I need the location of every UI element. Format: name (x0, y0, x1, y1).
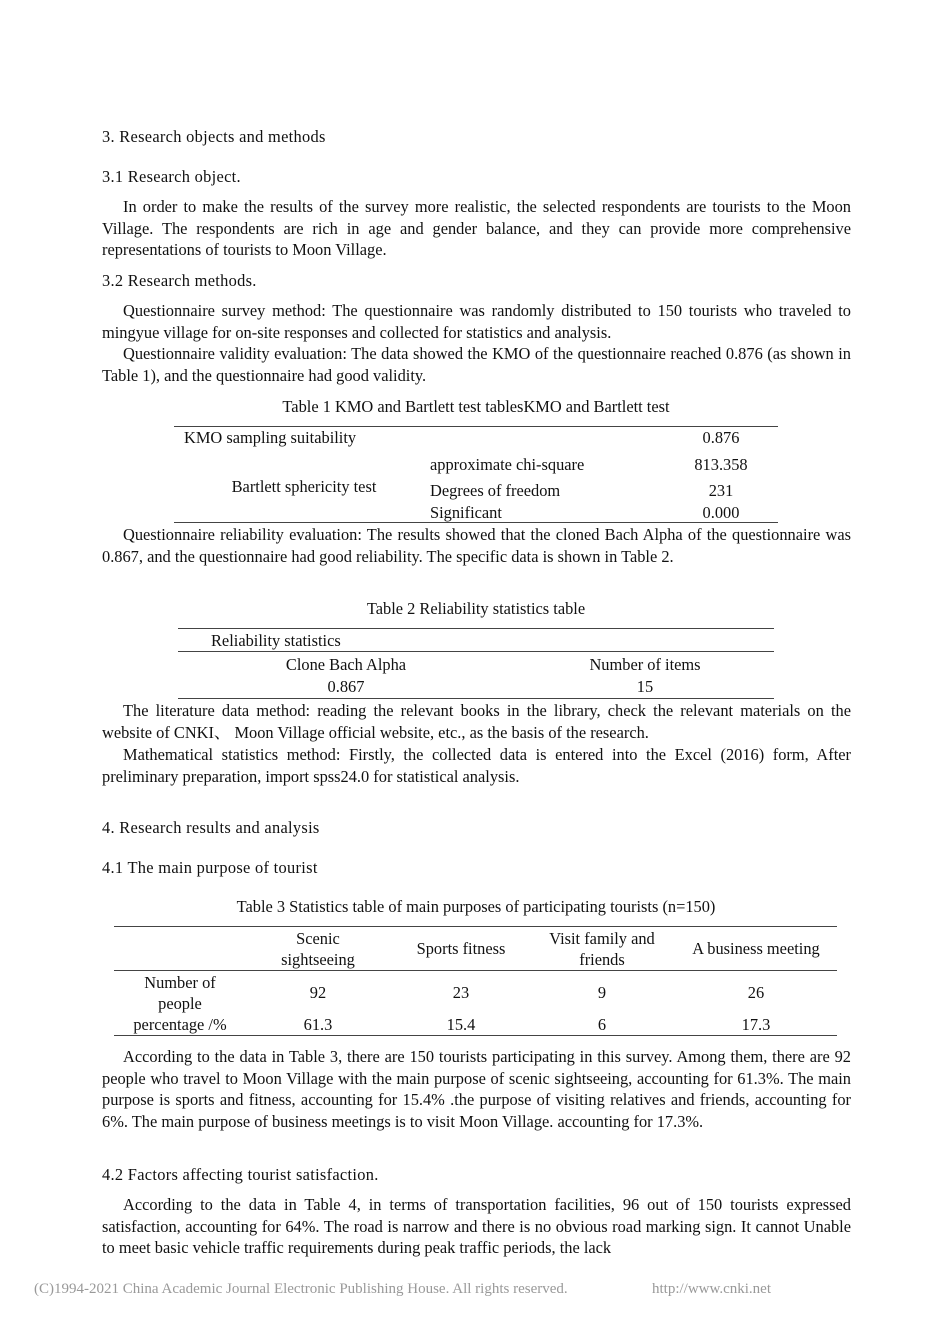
table3-cell: 15.4 (446, 1015, 476, 1034)
section-heading-3: 3. Research objects and methods (102, 127, 326, 146)
footer-url[interactable]: http://www.cnki.net (652, 1281, 772, 1297)
table3-caption: Table 3 Statistics table of main purposes of participating tourists (n=150) (236, 897, 716, 916)
paragraph-table3-analysis: According to the data in Table 3, there are 150 tourists participating in this survey. Among them, there are 92 people who travel to Moon Village with the main purpose of scenic sightseeing, accounting for 61.3%. The main purpose is sports and fitness, accounting for 15.4% .the purpose of visiting relatives and friends, accounting for 6%. The main purpose of business meetings is to visit Moon Village. accounting for 17.3%. (102, 1047, 851, 1131)
table3-mid-rule (114, 970, 837, 971)
table3-header: A business meeting (692, 939, 820, 958)
table1-kmo-value: 0.876 (702, 428, 740, 447)
table3-cell: 23 (452, 983, 470, 1002)
table1-row-label: Significant (430, 503, 502, 522)
table3-cell: 6 (597, 1015, 607, 1034)
table2-bottom-rule (178, 698, 774, 699)
paragraph-literature: The literature data method: reading the relevant books in the library, check the relevant materials on the website of CNKI、 Moon Village official website, etc., as the basis of the research. (102, 701, 851, 742)
table2-mid-rule (178, 651, 774, 652)
table2-value: 15 (636, 677, 654, 696)
table2-top-rule (178, 628, 774, 629)
table3-row-label: percentage /% (133, 1015, 227, 1034)
table2-header: Clone Bach Alpha (285, 655, 407, 674)
table1-top-rule (174, 426, 778, 427)
table2-group-label: Reliability statistics (211, 631, 341, 650)
table3-cell: 92 (309, 983, 327, 1002)
table1-bartlett-label: Bartlett sphericity test (231, 477, 377, 496)
subsection-heading-3-1: 3.1 Research object. (102, 167, 241, 186)
table1-row-label: approximate chi-square (430, 455, 585, 474)
table2-header: Number of items (589, 655, 701, 674)
paragraph-research-object: In order to make the results of the survey more realistic, the selected respondents are tourists to the Moon Village. The respondents are rich in age and gender balance, and they can provide more comprehensive representations of tourists to Moon Village. (102, 197, 851, 260)
table1-row-value: 231 (708, 481, 734, 500)
paragraph-statistics: Mathematical statistics method: Firstly, the collected data is entered into the Excel (2016) form, After preliminary preparation, import spss24.0 for statistical analysis. (102, 745, 851, 786)
footer-copyright: (C)1994-2021 China Academic Journal Electronic Publishing House. All rights reserved. (34, 1281, 568, 1297)
table3-header: Scenic sightseeing (281, 929, 355, 969)
table3-row-label: Number of people (144, 973, 216, 1013)
table1-row-value: 0.000 (702, 503, 740, 522)
table3-header: Visit family and friends (549, 929, 655, 969)
table3-cell: 61.3 (303, 1015, 333, 1034)
table1-kmo-label: KMO sampling suitability (184, 428, 357, 447)
subsection-heading-3-2: 3.2 Research methods. (102, 271, 257, 290)
paragraph-satisfaction: According to the data in Table 4, in terms of transportation facilities, 96 out of 150 tourists expressed satisfaction, accounting for 64%. The road is narrow and there is no obvious road marking sign. It cannot Unable to meet basic vehicle traffic requirements during peak traffic periods, the lack (102, 1195, 851, 1258)
table1-row-label: Degrees of freedom (430, 481, 561, 500)
table3-cell: 26 (747, 983, 765, 1002)
table3-bottom-rule (114, 1035, 837, 1036)
section-heading-4: 4. Research results and analysis (102, 818, 320, 837)
table2-caption: Table 2 Reliability statistics table (366, 599, 586, 618)
table3-top-rule (114, 926, 837, 927)
table2-value: 0.867 (327, 677, 365, 696)
paragraph-survey-method: Questionnaire survey method: The questionnaire was randomly distributed to 150 tourists who traveled to mingyue village for on-site responses and collected for statistics and analysis. (102, 301, 851, 342)
paragraph-reliability: Questionnaire reliability evaluation: The results showed that the cloned Bach Alpha of the questionnaire was 0.867, and the questionnaire had good reliability. The specific data is shown in Table 2. (102, 525, 851, 566)
table3-header: Sports fitness (416, 939, 506, 958)
subsection-heading-4-2: 4.2 Factors affecting tourist satisfaction. (102, 1165, 379, 1184)
subsection-heading-4-1: 4.1 The main purpose of tourist (102, 858, 318, 877)
paragraph-validity: Questionnaire validity evaluation: The data showed the KMO of the questionnaire reached 0.876 (as shown in Table 1), and the questionnaire had good validity. (102, 344, 851, 385)
table1-caption: Table 1 KMO and Bartlett test tablesKMO and Bartlett test (282, 397, 670, 416)
table1-row-value: 813.358 (694, 455, 748, 474)
table1-bottom-rule (174, 522, 778, 523)
table3-cell: 17.3 (741, 1015, 771, 1034)
table3-cell: 9 (597, 983, 607, 1002)
